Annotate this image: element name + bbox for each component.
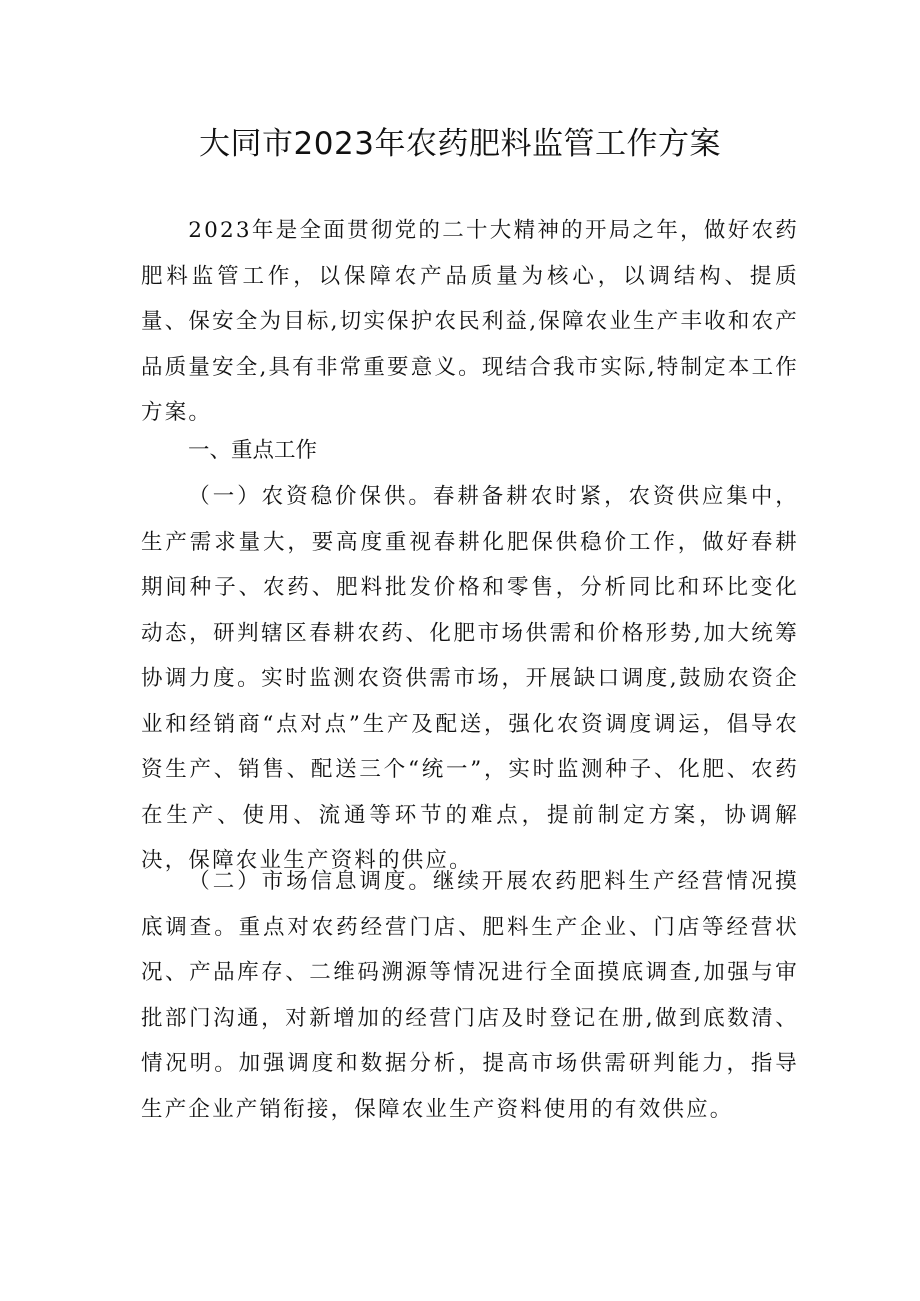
document-title: 大同市2023年农药肥料监管工作方案 — [199, 126, 721, 162]
intro-paragraph: 2023年是全面贯彻党的二十大精神的开局之年，做好农药肥料监管工作，以保障农产品质量为核心，以调结构、提质量、保安全为目标,切实保护农民利益,保障农业生产丰收和农产品质量安全,具有非常重要意义。现结合我市实际,特制定本工作方案。 — [141, 218, 799, 425]
section-paragraph-supply: （一）农资稳价保供。春耕备耕农时紧，农资供应集中，生产需求量大，要高度重视春耕化肥保供稳价工作，做好春耕期间种子、农药、肥料批发价格和零售，分析同比和环比变化动态，研判辖区春耕农药、化肥市场供需和价格形势,加大统筹协调力度。实时监测农资供需市场，开展缺口调度,鼓励农资企业和经销商“点对点”生产及配送，强化农资调度调运，倡导农资生产、销售、配送三个“统一”，实时监测种子、化肥、农药在生产、使用、流通等环节的难点，提前制定方案，协调解决，保障农业生产资料的供应。 — [141, 484, 799, 873]
section-paragraph-market-info: （二）市场信息调度。继续开展农药肥料生产经营情况摸底调查。重点对农药经营门店、肥料生产企业、门店等经营状况、产品库存、二维码溯源等情况进行全面摸底调查,加强与审批部门沟通，对新增加的经营门店及时登记在册,做到底数清、情况明。加强调度和数据分析，提高市场供需研判能力，指导生产企业产销衔接，保障农业生产资料使用的有效供应。 — [141, 869, 799, 1122]
section-heading: 一、重点工作 — [188, 438, 318, 463]
